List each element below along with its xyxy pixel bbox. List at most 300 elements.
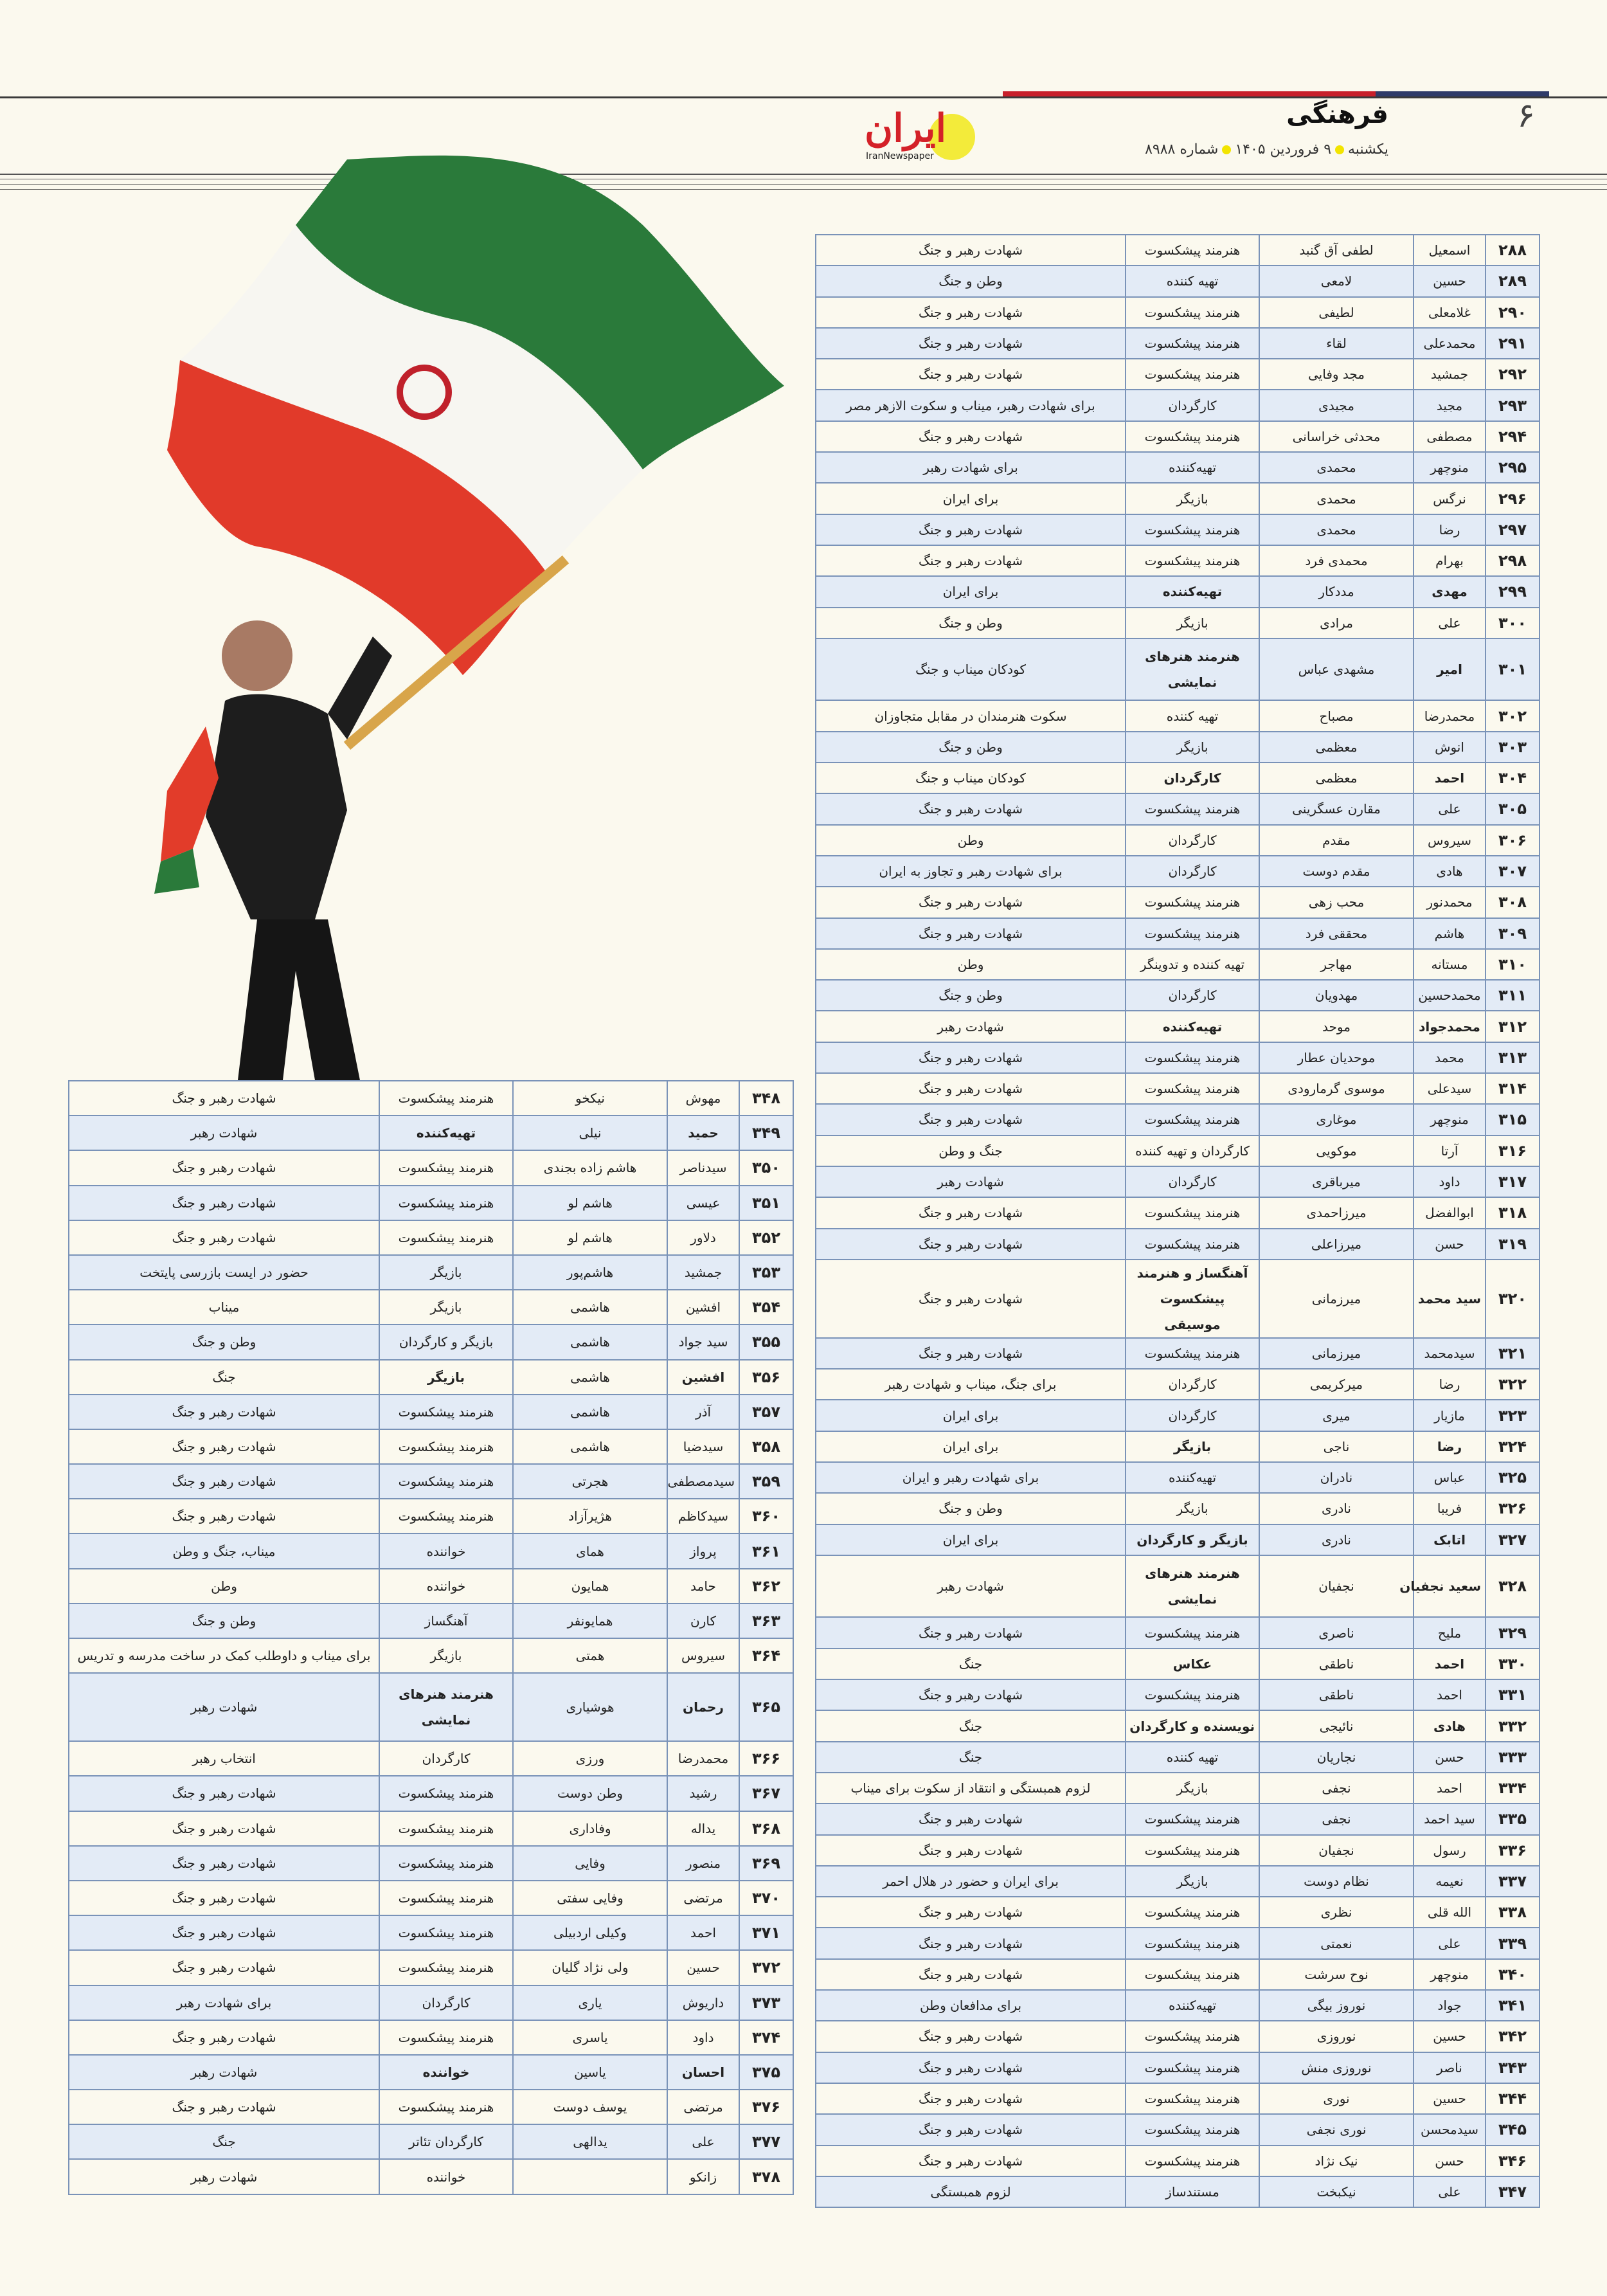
cell-reason: جنگ و وطن xyxy=(816,1135,1126,1166)
cell-role: هنرمند پیشکسوت xyxy=(1126,1679,1259,1710)
cell-reason: شهادت رهبر و جنگ xyxy=(69,1186,379,1220)
table-row xyxy=(816,1710,1540,1741)
cell-first-name: آرتا xyxy=(1414,1135,1486,1166)
cell-first-name: علی xyxy=(1414,1928,1486,1958)
cell-reason: شهادت رهبر xyxy=(69,1116,379,1150)
cell-reason: شهادت رهبر و جنگ xyxy=(69,1846,379,1881)
logo-word: ایران xyxy=(865,106,947,151)
cell-last-name: ورزی xyxy=(513,1741,667,1776)
cell-role: هنرمند پیشکسوت xyxy=(1126,793,1259,824)
cell-row-number: ۳۲۷ xyxy=(1486,1524,1540,1555)
cell-role: هنرمند پیشکسوت xyxy=(379,1186,513,1220)
cell-role: هنرمند پیشکسوت xyxy=(1126,514,1259,545)
cell-row-number: ۳۶۸ xyxy=(739,1811,793,1846)
cell-row-number: ۲۹۶ xyxy=(1486,483,1540,514)
cell-reason: شهادت رهبر و جنگ xyxy=(69,2090,379,2124)
cell-first-name: جمشید xyxy=(667,1255,739,1290)
table-row xyxy=(816,1400,1540,1431)
cell-row-number: ۳۱۷ xyxy=(1486,1166,1540,1197)
cell-reason: میناب xyxy=(69,1290,379,1324)
table-row xyxy=(816,1042,1540,1073)
table-row xyxy=(816,887,1540,917)
cell-row-number: ۳۴۱ xyxy=(1486,1990,1540,2021)
cell-role: مستندساز xyxy=(1126,2176,1259,2207)
cell-reason: شهادت رهبر و جنگ xyxy=(816,328,1126,359)
cell-first-name: رضا xyxy=(1414,514,1486,545)
cell-role: هنرمند هنرهای نمایشی xyxy=(1126,638,1259,701)
issue-number: شماره ۸۹۸۸ xyxy=(1145,141,1219,158)
cell-first-name: حامد xyxy=(667,1569,739,1604)
cell-reason: وطن xyxy=(816,949,1126,980)
table-row xyxy=(816,1135,1540,1166)
table-row xyxy=(816,235,1540,266)
cell-role: کارگردان xyxy=(379,1741,513,1776)
cell-first-name: رحمان xyxy=(667,1673,739,1741)
cell-reason: انتخاب رهبر xyxy=(69,1741,379,1776)
table-row xyxy=(69,1985,793,2020)
table-row xyxy=(816,514,1540,545)
table-row xyxy=(69,1499,793,1533)
cell-role: خواننده xyxy=(379,2055,513,2090)
cell-row-number: ۳۰۲ xyxy=(1486,700,1540,731)
table-row xyxy=(816,545,1540,576)
cell-reason: شهادت رهبر و جنگ xyxy=(69,1499,379,1533)
cell-role: بازیگر xyxy=(1126,608,1259,638)
cell-last-name: هاشمی xyxy=(513,1429,667,1464)
table-row xyxy=(816,763,1540,793)
cell-reason: برای ایران xyxy=(816,1431,1126,1462)
cell-role: هنرمند پیشکسوت xyxy=(1126,1928,1259,1958)
cell-last-name: موحد xyxy=(1259,1011,1414,1042)
cell-reason: شهادت رهبر و جنگ xyxy=(816,235,1126,266)
cell-reason: لزوم همبستگی xyxy=(816,2176,1126,2207)
cell-last-name: محمدی xyxy=(1259,514,1414,545)
cell-role: هنرمند پیشکسوت xyxy=(379,1846,513,1881)
cell-role: بازیگر xyxy=(379,1255,513,1290)
cell-role: هنرمند هنرهای نمایشی xyxy=(1126,1555,1259,1618)
cell-first-name: مصطفی xyxy=(1414,421,1486,452)
iran-flag-icon xyxy=(167,156,784,675)
cell-first-name: مستانه xyxy=(1414,949,1486,980)
cell-row-number: ۳۲۲ xyxy=(1486,1369,1540,1400)
table-row xyxy=(816,1649,1540,1679)
table-row xyxy=(69,1776,793,1811)
cell-row-number: ۳۶۹ xyxy=(739,1846,793,1881)
cell-last-name: نادری xyxy=(1259,1524,1414,1555)
cell-last-name: نجاریان xyxy=(1259,1742,1414,1773)
cell-row-number: ۳۲۹ xyxy=(1486,1617,1540,1648)
cell-row-number: ۳۲۵ xyxy=(1486,1462,1540,1493)
cell-row-number: ۳۲۶ xyxy=(1486,1493,1540,1524)
cell-last-name: مصباح xyxy=(1259,700,1414,731)
cell-last-name: محمدی xyxy=(1259,452,1414,483)
table-row xyxy=(69,1950,793,1985)
cell-row-number: ۳۶۴ xyxy=(739,1638,793,1673)
cell-row-number: ۳۶۱ xyxy=(739,1533,793,1568)
table-row xyxy=(816,576,1540,607)
cell-last-name: محب زهی xyxy=(1259,887,1414,917)
cell-last-name: همایونفر xyxy=(513,1604,667,1638)
cell-reason: جنگ xyxy=(816,1710,1126,1741)
cell-row-number: ۳۱۵ xyxy=(1486,1104,1540,1135)
cell-reason: وطن xyxy=(816,825,1126,856)
table-row xyxy=(69,1081,793,1116)
cell-first-name: رسول xyxy=(1414,1835,1486,1866)
cell-reason: شهادت رهبر و جنگ xyxy=(816,1338,1126,1369)
cell-first-name: سیدضیا xyxy=(667,1429,739,1464)
cell-reason: شهادت رهبر و جنگ xyxy=(816,421,1126,452)
cell-reason: برای شهادت رهبر xyxy=(69,1985,379,2020)
table-row xyxy=(69,2020,793,2055)
cell-last-name: مقدم دوست xyxy=(1259,856,1414,887)
cell-role: نویسنده و کارگردان xyxy=(1126,1710,1259,1741)
cell-role: بازیگر xyxy=(379,1638,513,1673)
cell-row-number: ۳۱۸ xyxy=(1486,1197,1540,1228)
table-row xyxy=(69,1324,793,1359)
cell-first-name: علی xyxy=(1414,793,1486,824)
cell-last-name: ولی نژاد گلیان xyxy=(513,1950,667,1985)
cell-first-name: سیدعلی xyxy=(1414,1073,1486,1104)
cell-last-name: همایون xyxy=(513,1569,667,1604)
table-row xyxy=(69,1116,793,1150)
cell-row-number: ۳۲۸ xyxy=(1486,1555,1540,1618)
cell-row-number: ۳۷۸ xyxy=(739,2159,793,2194)
cell-row-number: ۳۴۹ xyxy=(739,1116,793,1150)
cell-reason: شهادت رهبر و جنگ xyxy=(816,2083,1126,2114)
cell-first-name: غلامعلی xyxy=(1414,297,1486,328)
cell-reason: شهادت رهبر و جنگ xyxy=(816,918,1126,949)
section-title: فرهنگی xyxy=(1286,100,1388,129)
cell-last-name: مقدم xyxy=(1259,825,1414,856)
table-row xyxy=(816,825,1540,856)
cell-row-number: ۳۶۷ xyxy=(739,1776,793,1811)
table-row xyxy=(816,1431,1540,1462)
cell-row-number: ۲۸۸ xyxy=(1486,235,1540,266)
cell-reason: شهادت رهبر و جنگ xyxy=(816,1617,1126,1648)
cell-last-name: ناطقی xyxy=(1259,1679,1414,1710)
cell-first-name: فریبا xyxy=(1414,1493,1486,1524)
logo-subtitle: IranNewspaper xyxy=(866,151,934,161)
cell-last-name: نجفی xyxy=(1259,1803,1414,1834)
cell-row-number: ۳۴۷ xyxy=(1486,2176,1540,2207)
cell-first-name: احمد xyxy=(1414,1773,1486,1803)
cell-reason: شهادت رهبر و جنگ xyxy=(816,1897,1126,1928)
cell-last-name: هاشمی xyxy=(513,1360,667,1395)
cell-first-name: ابوالفضل xyxy=(1414,1197,1486,1228)
cell-role: تهیه‌کننده xyxy=(1126,1990,1259,2021)
cell-role: هنرمند پیشکسوت xyxy=(1126,235,1259,266)
cell-row-number: ۳۰۹ xyxy=(1486,918,1540,949)
table-row xyxy=(816,949,1540,980)
cell-role: بازیگر xyxy=(379,1360,513,1395)
cell-first-name: علی xyxy=(1414,608,1486,638)
table-row xyxy=(816,1742,1540,1773)
cell-last-name: میرزمانی xyxy=(1259,1338,1414,1369)
cell-last-name: میری xyxy=(1259,1400,1414,1431)
cell-role: هنرمند پیشکسوت xyxy=(1126,1073,1259,1104)
cell-last-name: هاشم‌پور xyxy=(513,1255,667,1290)
cell-row-number: ۳۲۳ xyxy=(1486,1400,1540,1431)
cell-first-name: ملیح xyxy=(1414,1617,1486,1648)
cell-last-name: مهاجر xyxy=(1259,949,1414,980)
cell-role: هنرمند پیشکسوت xyxy=(1126,1959,1259,1990)
cell-role: هنرمند پیشکسوت xyxy=(379,1499,513,1533)
issue-day: یکشنبه xyxy=(1348,141,1388,158)
cell-row-number: ۳۷۳ xyxy=(739,1985,793,2020)
cell-first-name: مرتضی xyxy=(667,1881,739,1915)
cell-row-number: ۲۹۹ xyxy=(1486,576,1540,607)
cell-reason: وطن و جنگ xyxy=(816,266,1126,296)
cell-row-number: ۳۲۱ xyxy=(1486,1338,1540,1369)
cell-last-name: ناطقی xyxy=(1259,1649,1414,1679)
cell-last-name: هوشیاری xyxy=(513,1673,667,1741)
cell-reason: شهادت رهبر xyxy=(816,1011,1126,1042)
cell-first-name: احمد xyxy=(1414,1679,1486,1710)
cell-last-name: مهدویان xyxy=(1259,980,1414,1011)
cell-last-name: ناجی xyxy=(1259,1431,1414,1462)
cell-first-name: منصور xyxy=(667,1846,739,1881)
table-row xyxy=(816,483,1540,514)
cell-last-name: یاری xyxy=(513,1985,667,2020)
table-row xyxy=(69,1186,793,1220)
table-row xyxy=(816,1011,1540,1042)
cell-first-name: مهوش xyxy=(667,1081,739,1116)
cell-reason: شهادت رهبر xyxy=(69,2055,379,2090)
cell-last-name: میرزاعلی xyxy=(1259,1229,1414,1260)
cell-reason: شهادت رهبر و جنگ xyxy=(69,1150,379,1185)
dot-icon xyxy=(1222,145,1231,154)
cell-role: هنرمند پیشکسوت xyxy=(1126,328,1259,359)
cell-first-name: احمد xyxy=(1414,1649,1486,1679)
table-row xyxy=(816,297,1540,328)
cell-last-name: مشهدی عباس xyxy=(1259,638,1414,701)
cell-role: هنرمند پیشکسوت xyxy=(1126,1042,1259,1073)
cell-first-name: عیسی xyxy=(667,1186,739,1220)
cell-last-name: یدالهی xyxy=(513,2124,667,2159)
cell-reason: شهادت رهبر و جنگ xyxy=(69,1776,379,1811)
table-row xyxy=(69,1673,793,1741)
cell-first-name: محمدنور xyxy=(1414,887,1486,917)
cell-first-name: حسین xyxy=(667,1950,739,1985)
cell-row-number: ۳۳۶ xyxy=(1486,1835,1540,1866)
cell-role: تهیه‌کننده xyxy=(1126,1011,1259,1042)
cell-role: هنرمند پیشکسوت xyxy=(1126,1897,1259,1928)
cell-last-name: نادران xyxy=(1259,1462,1414,1493)
table-row xyxy=(816,1866,1540,1897)
cell-row-number: ۳۳۵ xyxy=(1486,1803,1540,1834)
table-row xyxy=(816,266,1540,296)
cell-reason: جنگ xyxy=(69,2124,379,2159)
cell-first-name: منوچهر xyxy=(1414,1959,1486,1990)
cell-last-name: وکیلی اردبیلی xyxy=(513,1915,667,1950)
cell-reason: برای شهادت رهبر و تجاوز به ایران xyxy=(816,856,1126,887)
table-row xyxy=(816,1166,1540,1197)
cell-reason: شهادت رهبر و جنگ xyxy=(69,1881,379,1915)
cell-role: هنرمند پیشکسوت xyxy=(379,1881,513,1915)
cell-reason: شهادت رهبر و جنگ xyxy=(816,887,1126,917)
cell-row-number: ۳۳۹ xyxy=(1486,1928,1540,1958)
cell-first-name: سیدمصطفی xyxy=(667,1464,739,1499)
cell-reason: شهادت رهبر xyxy=(816,1555,1126,1618)
cell-first-name: سیروس xyxy=(667,1638,739,1673)
cell-row-number: ۳۴۵ xyxy=(1486,2114,1540,2145)
table-row xyxy=(69,1220,793,1255)
table-row xyxy=(816,2146,1540,2176)
cell-reason: شهادت رهبر و جنگ xyxy=(69,1081,379,1116)
cell-last-name: نادری xyxy=(1259,1493,1414,1524)
cell-row-number: ۳۰۸ xyxy=(1486,887,1540,917)
table-row xyxy=(69,2090,793,2124)
table-row xyxy=(816,1679,1540,1710)
cell-role: آهنگساز و هنرمند پیشکسوت موسیقی xyxy=(1126,1260,1259,1338)
newspaper-logo[interactable] xyxy=(865,106,980,164)
table-row xyxy=(816,2021,1540,2052)
table-row xyxy=(816,452,1540,483)
artists-table-right xyxy=(815,234,1540,2208)
cell-first-name: ناصر xyxy=(1414,2052,1486,2083)
cell-first-name: هاشم xyxy=(1414,918,1486,949)
cell-first-name: حسن xyxy=(1414,1229,1486,1260)
cell-reason: شهادت رهبر و جنگ xyxy=(69,2020,379,2055)
cell-role: کارگردان xyxy=(1126,390,1259,420)
cell-last-name: نظام دوست xyxy=(1259,1866,1414,1897)
table-row xyxy=(69,1846,793,1881)
cell-row-number: ۲۹۳ xyxy=(1486,390,1540,420)
cell-row-number: ۳۷۰ xyxy=(739,1881,793,1915)
cell-last-name: وطن دوست xyxy=(513,1776,667,1811)
cell-reason: برای میناب و داوطلب کمک در ساخت مدرسه و تدریس xyxy=(69,1638,379,1673)
cell-last-name: هاشمی xyxy=(513,1395,667,1429)
cell-last-name: همتی xyxy=(513,1638,667,1673)
table-row xyxy=(816,1959,1540,1990)
cell-first-name: محمدرضا xyxy=(667,1741,739,1776)
table-row xyxy=(69,1604,793,1638)
cell-reason: وطن xyxy=(69,1569,379,1604)
cell-row-number: ۳۷۵ xyxy=(739,2055,793,2090)
cell-reason: شهادت رهبر و جنگ xyxy=(69,1429,379,1464)
cell-reason: شهادت رهبر و جنگ xyxy=(69,1915,379,1950)
cell-reason: وطن و جنگ xyxy=(816,980,1126,1011)
cell-row-number: ۳۱۳ xyxy=(1486,1042,1540,1073)
cell-last-name: نیکبخت xyxy=(1259,2176,1414,2207)
cell-first-name: سید محمد xyxy=(1414,1260,1486,1338)
cell-row-number: ۲۹۲ xyxy=(1486,359,1540,390)
cell-role: خواننده xyxy=(379,1533,513,1568)
cell-first-name: رضا xyxy=(1414,1431,1486,1462)
cell-last-name: یاسری xyxy=(513,2020,667,2055)
table-row xyxy=(69,1150,793,1185)
cell-first-name: بهرام xyxy=(1414,545,1486,576)
cell-first-name: سیروس xyxy=(1414,825,1486,856)
cell-role: تهیه‌کننده xyxy=(1126,576,1259,607)
table-row xyxy=(816,1260,1540,1338)
cell-row-number: ۳۷۷ xyxy=(739,2124,793,2159)
cell-reason: برای ایران و حضور در هلال احمر xyxy=(816,1866,1126,1897)
cell-first-name: سید احمد xyxy=(1414,1803,1486,1834)
cell-row-number: ۲۹۵ xyxy=(1486,452,1540,483)
cell-role: تهیه کننده xyxy=(1126,700,1259,731)
cell-role: هنرمند پیشکسوت xyxy=(379,1395,513,1429)
issue-date: ۹ فروردین ۱۴۰۵ xyxy=(1235,141,1332,158)
cell-reason: برای شهادت رهبر، میناب و سکوت الازهر مصر xyxy=(816,390,1126,420)
cell-reason: حضور در ایست بازرسی پایتخت xyxy=(69,1255,379,1290)
cell-row-number: ۳۲۰ xyxy=(1486,1260,1540,1338)
table-row xyxy=(69,1569,793,1604)
cell-first-name: اتابک xyxy=(1414,1524,1486,1555)
cell-last-name: مددکار xyxy=(1259,576,1414,607)
cell-role: تهیه‌کننده xyxy=(379,1116,513,1150)
table-row xyxy=(816,1462,1540,1493)
cell-last-name: مجیدی xyxy=(1259,390,1414,420)
cell-role: هنرمند پیشکسوت xyxy=(379,2020,513,2055)
cell-first-name: حسین xyxy=(1414,2021,1486,2052)
cell-last-name: لقاء xyxy=(1259,328,1414,359)
cell-last-name: نجفی xyxy=(1259,1773,1414,1803)
cell-reason: شهادت رهبر و جنگ xyxy=(816,793,1126,824)
table-row xyxy=(69,1638,793,1673)
cell-role: هنرمند پیشکسوت xyxy=(1126,2052,1259,2083)
cell-first-name: یداله xyxy=(667,1811,739,1846)
table-row xyxy=(816,638,1540,701)
cell-last-name: محمدی فرد xyxy=(1259,545,1414,576)
cell-reason: وطن و جنگ xyxy=(816,1493,1126,1524)
cell-reason: شهادت رهبر xyxy=(69,1673,379,1741)
cell-last-name: موسوی گرمارودی xyxy=(1259,1073,1414,1104)
cell-role: کارگردان xyxy=(1126,1400,1259,1431)
cell-first-name: محمدجواد xyxy=(1414,1011,1486,1042)
cell-reason: کودکان میناب و جنگ xyxy=(816,763,1126,793)
cell-role: هنرمند پیشکسوت xyxy=(1126,2083,1259,2114)
cell-role: کارگردان xyxy=(379,1985,513,2020)
cell-row-number: ۲۸۹ xyxy=(1486,266,1540,296)
cell-first-name: رشید xyxy=(667,1776,739,1811)
cell-row-number: ۳۳۰ xyxy=(1486,1649,1540,1679)
cell-reason: شهادت رهبر و جنگ xyxy=(69,1220,379,1255)
cell-first-name: حسن xyxy=(1414,2146,1486,2176)
cell-row-number: ۳۰۳ xyxy=(1486,732,1540,763)
cell-row-number: ۳۴۳ xyxy=(1486,2052,1540,2083)
table-row xyxy=(816,793,1540,824)
cell-role: هنرمند پیشکسوت xyxy=(379,1950,513,1985)
cell-first-name: اسمعیل xyxy=(1414,235,1486,266)
cell-reason: وطن و جنگ xyxy=(69,1324,379,1359)
cell-reason: شهادت رهبر و جنگ xyxy=(816,1835,1126,1866)
cell-reason: برای ایران xyxy=(816,483,1126,514)
cell-reason: شهادت رهبر و جنگ xyxy=(816,1679,1126,1710)
cell-last-name: هاشمی xyxy=(513,1324,667,1359)
table-row xyxy=(816,1617,1540,1648)
cell-reason: شهادت رهبر و جنگ xyxy=(816,514,1126,545)
cell-role: کارگردان xyxy=(1126,1166,1259,1197)
cell-first-name: جمشید xyxy=(1414,359,1486,390)
cell-last-name: میرزمانی xyxy=(1259,1260,1414,1338)
table-row xyxy=(816,732,1540,763)
cell-row-number: ۳۰۰ xyxy=(1486,608,1540,638)
cell-first-name: جواد xyxy=(1414,1990,1486,2021)
cell-role: بازیگر xyxy=(1126,732,1259,763)
cell-last-name: موغاری xyxy=(1259,1104,1414,1135)
cell-first-name: زانکو xyxy=(667,2159,739,2194)
cell-row-number: ۳۵۷ xyxy=(739,1395,793,1429)
cell-role: هنرمند پیشکسوت xyxy=(379,1776,513,1811)
cell-last-name: نیکخو xyxy=(513,1081,667,1116)
cell-row-number: ۳۵۸ xyxy=(739,1429,793,1464)
cell-reason: برای شهادت رهبر و ایران xyxy=(816,1462,1126,1493)
cell-first-name: سعید نجفیان xyxy=(1414,1555,1486,1618)
cell-reason: وطن و جنگ xyxy=(69,1604,379,1638)
cell-row-number: ۲۹۰ xyxy=(1486,297,1540,328)
table-row xyxy=(69,1811,793,1846)
